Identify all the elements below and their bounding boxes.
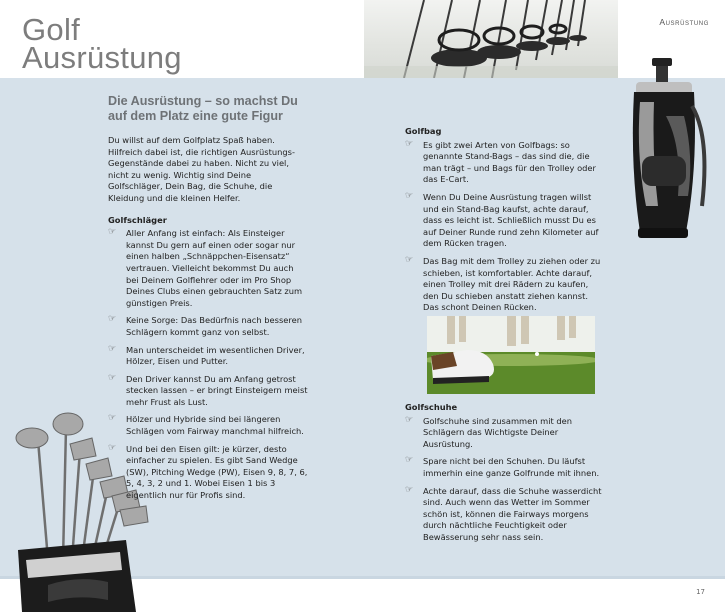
pointing-hand-icon: ☞ [405, 414, 414, 425]
shoes-list [405, 416, 603, 544]
section-label: Ausrüstung [659, 17, 709, 27]
golf-carts-photo [364, 0, 618, 78]
list-item-text: Das Bag mit dem Trolley zu ziehen oder zu schieben, ist komfortabler. Achte darauf, einen Trolley mit drei Rädern zu kaufen, den Du schieben anstatt ziehen kannst. Das schont Deinen Rücken. [423, 255, 601, 313]
page-title-line2: Ausrüstung [22, 40, 182, 75]
list-item [108, 414, 308, 437]
list-item-text: Aller Anfang ist einfach: Als Einsteiger kannst Du gern auf einen oder sogar nur einen halben „Schnäppchen-Eisensatz“ vertrauen. Vielleicht bekommst Du auch bei Deinem Golflehrer oder im Pro Shop Deines Clubs einen gebrauchten Satz zum günstigen Preis. [126, 228, 303, 308]
list-item [108, 315, 308, 338]
list-item [405, 416, 603, 451]
pointing-hand-icon: ☞ [108, 343, 117, 354]
golf-bag-image [622, 56, 714, 244]
list-item-text: Golfschuhe sind zusammen mit den Schlägern das Wichtigste Deiner Ausrüstung. [423, 415, 573, 449]
shoes-section [405, 402, 603, 550]
pointing-hand-icon: ☞ [405, 138, 414, 149]
shoes-heading: Golfschuhe [405, 402, 458, 412]
list-item-text: Wenn Du Deine Ausrüstung tragen willst und ein Stand-Bag kaufst, achte darauf, dass es leicht ist. Schließlich musst Du es auf Deiner Runde rund zehn Kilometer auf dem Rücken tragen. [423, 191, 599, 249]
pointing-hand-icon: ☞ [108, 314, 117, 325]
list-item [405, 256, 603, 314]
pointing-hand-icon: ☞ [405, 484, 414, 495]
list-item-text: Und bei den Eisen gilt: je kürzer, desto einfacher zu spielen. Es gibt Sand Wedge (SW), Pitching Wedge (PW), Eisen 9, 8, 7, 6, 5, 4, 3, 2 und 1. Wobei Eisen 1 bis 3 eigentlich nur für Profis sind. [126, 443, 308, 501]
list-item [108, 345, 308, 368]
list-item [405, 192, 603, 250]
pointing-hand-icon: ☞ [405, 455, 414, 466]
pointing-hand-icon: ☞ [108, 442, 117, 453]
golf-shoe-photo [427, 316, 595, 394]
list-item [405, 456, 603, 479]
pointing-hand-icon: ☞ [108, 227, 117, 238]
list-item-text: Spare nicht bei den Schuhen. Du läufst immerhin eine ganze Golfrunde mit ihnen. [423, 456, 600, 478]
pointing-hand-icon: ☞ [405, 190, 414, 201]
clubs-heading: Golfschläger [108, 214, 167, 225]
list-item-text: Achte darauf, dass die Schuhe wasserdicht sind. Auch wenn das Wetter im Sommer schön ist, können die Fairways morgens durch nächtliche Feuchtigkeit oder Bewässerung sehr nass sein. [423, 485, 602, 542]
article-subheading: Die Ausrüstung – so machst Du auf dem Platz eine gute Figur [108, 94, 298, 123]
list-item [108, 228, 308, 309]
bag-list [405, 140, 603, 314]
intro-paragraph: Du willst auf dem Golfplatz Spaß haben. Hilfreich dabei ist, die richtigen Ausrüstungs-Gegenstände dabei zu haben. Nicht zu viel, nicht zu wenig. Wichtig sind Deine Golfschläger, Dein Bag, die Schuhe, die Kleidung und die kleinen Helfer. [108, 135, 295, 203]
list-item-text: Es gibt zwei Arten von Golfbags: so genannte Stand-Bags – das sind die, die man trägt – und Bags für den Trolley oder das E-Cart. [423, 139, 596, 185]
pointing-hand-icon: ☞ [405, 254, 414, 265]
clubs-list [108, 228, 308, 501]
list-item-text: Hölzer und Hybride sind bei längeren Schlägen vom Fairway manchmal hilfreich. [126, 414, 304, 437]
list-item-text: Keine Sorge: Das Bedürfnis nach besseren Schlägern kommt ganz von selbst. [126, 315, 302, 337]
right-column [405, 126, 603, 320]
list-item [108, 374, 308, 409]
bag-heading: Golfbag [405, 126, 442, 136]
list-item [108, 444, 308, 502]
pointing-hand-icon: ☞ [108, 372, 117, 383]
list-item [405, 486, 603, 544]
list-item [405, 140, 603, 186]
list-item-text: Man unterscheidet im wesentlichen Driver, Hölzer, Eisen und Putter. [126, 344, 305, 367]
golf-carts-illustration [364, 0, 618, 78]
page-title [22, 12, 182, 75]
left-column [108, 94, 308, 508]
pointing-hand-icon: ☞ [108, 413, 117, 424]
list-item-text: Den Driver kannst Du am Anfang getrost stecken lassen – er bringt Einsteigern meist mehr Frust als Lust. [126, 373, 308, 407]
page-number: 17 [696, 588, 705, 596]
page-title-line1: Golf [22, 12, 81, 47]
